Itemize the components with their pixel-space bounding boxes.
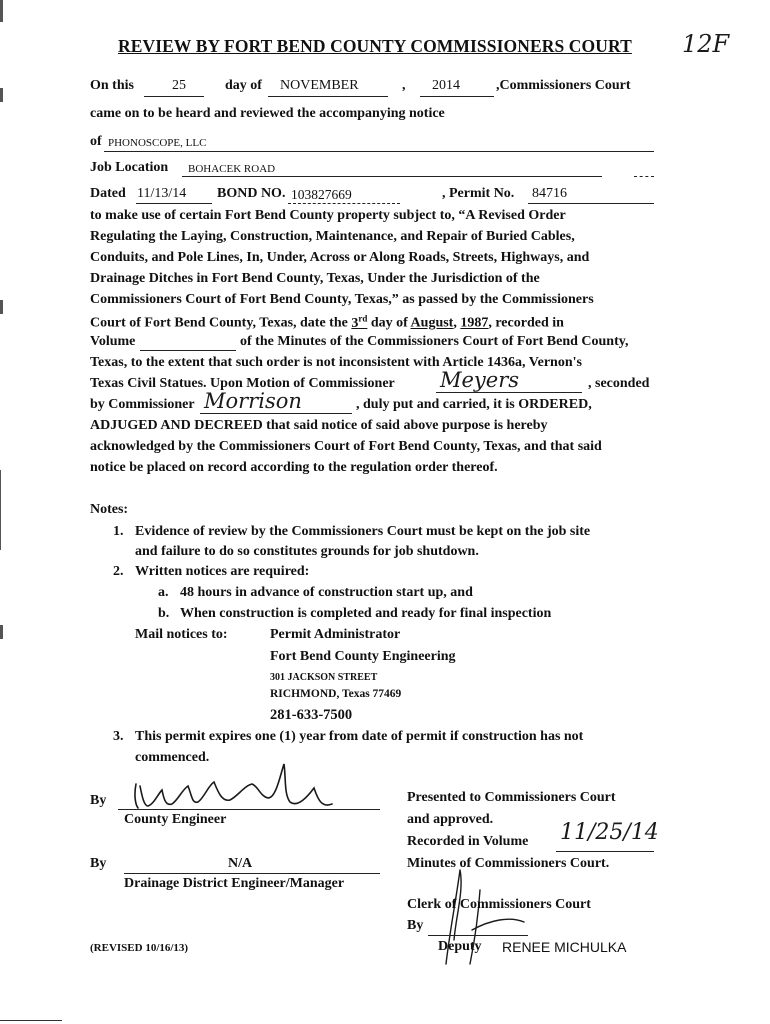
body-line: notice be placed on record according to the regulation order thereof. [90, 460, 498, 475]
mail-notices-label: Mail notices to: [135, 627, 228, 642]
body-line: Volume [90, 334, 136, 349]
intro-line-2: came on to be heard and reviewed the accompanying notice [90, 106, 445, 121]
presented-line: Presented to Commissioners Court [407, 790, 616, 805]
drainage-engineer-label: Drainage District Engineer/Manager [124, 876, 345, 891]
note-number: 1. [113, 524, 124, 539]
scan-margin-mark [0, 0, 3, 22]
body-line: of the Minutes of the Commissioners Court of Fort Bend County, [240, 334, 629, 349]
note-1-line: Evidence of review by the Commissioners Court must be kept on the job site [135, 524, 591, 539]
note-sub-letter: b. [158, 606, 170, 621]
body-line: Texas, to the extent that such order is not inconsistent with Article 1436a, Vernon's [90, 355, 582, 370]
address-line: 301 JACKSON STREET [270, 672, 378, 683]
county-engineer-signature [118, 756, 388, 816]
scan-margin-mark [0, 88, 3, 102]
commissioners-court-suffix: ,Commissioners Court [496, 78, 631, 93]
job-location-value: BOHACEK ROAD [188, 163, 276, 175]
note-2a: 48 hours in advance of construction start up, and [180, 585, 473, 600]
clerk-line: Clerk of Commissioners Court [407, 897, 591, 912]
dated-value: 11/13/14 [137, 186, 187, 201]
body-line: Conduits, and Pole Lines, In, Under, Across or Along Roads, Streets, Highways, and [90, 250, 590, 265]
note-3-line: This permit expires one (1) year from date of permit if construction has not [135, 729, 584, 744]
body-line: , duly put and carried, it is ORDERED, [356, 397, 592, 412]
notes-heading: Notes: [90, 502, 129, 517]
corner-page-mark: 12F [682, 30, 730, 58]
body-line: Regulating the Laying, Construction, Maintenance, and Repair of Buried Cables, [90, 229, 575, 244]
permit-no-value: 84716 [532, 186, 567, 201]
note-number: 2. [113, 564, 124, 579]
body-line: , seconded [588, 376, 650, 391]
seconding-commissioner-signature: Morrison [204, 389, 302, 413]
bond-no-value: 103827669 [291, 187, 352, 202]
note-2-line: Written notices are required: [135, 564, 310, 579]
dated-label: Dated [90, 186, 126, 201]
drainage-engineer-na: N/A [228, 856, 253, 871]
county-engineer-label: County Engineer [124, 812, 227, 827]
note-1-line: and failure to do so constitutes grounds for job shutdown. [135, 544, 479, 559]
note-3-line: commenced. [135, 750, 210, 765]
month-value: NOVEMBER [280, 78, 359, 93]
note-sub-letter: a. [158, 585, 169, 600]
body-line: to make use of certain Fort Bend County property subject to, “A Revised Order [90, 208, 566, 223]
by-label: By [90, 856, 107, 871]
of-label: of [90, 134, 102, 149]
year-value: 2014 [432, 78, 460, 93]
scan-margin-mark [0, 625, 3, 639]
company-name: PHONOSCOPE, LLC [108, 137, 207, 149]
motion-commissioner-signature: Meyers [440, 368, 520, 392]
body-line: Texas Civil Statues. Upon Motion of Commissioner [90, 376, 395, 391]
presented-line: and approved. [407, 812, 494, 827]
comma: , [402, 78, 406, 93]
by-label: By [407, 918, 424, 933]
phone-number: 281-633-7500 [270, 707, 353, 723]
recorded-date-handwritten: 11/25/14 [560, 820, 659, 845]
day-number: 25 [172, 78, 186, 93]
body-line: by Commissioner [90, 397, 195, 412]
document-title: REVIEW BY FORT BEND COUNTY COMMISSIONERS COURT [118, 36, 632, 56]
deputy-name: RENEE MICHULKA [502, 939, 627, 955]
day-of-label: day of [225, 78, 262, 93]
by-label: By [90, 793, 107, 808]
scan-bottom-mark [0, 1020, 62, 1021]
body-line: Court of Fort Bend County, Texas, date the 3rd day of August, 1987, recorded in [90, 313, 564, 331]
body-line: Commissioners Court of Fort Bend County, Texas,” as passed by the Commissioners [90, 292, 594, 307]
body-line: acknowledged by the Commissioners Court of Fort Bend County, Texas, and that said [90, 439, 602, 454]
address-line: Permit Administrator [270, 627, 401, 642]
scan-margin-mark [0, 300, 3, 314]
deputy-label: Deputy [438, 939, 482, 954]
revised-date: (REVISED 10/16/13) [90, 942, 189, 954]
recorded-in-volume-label: Recorded in Volume [407, 834, 529, 849]
bond-no-label: BOND NO. [217, 186, 286, 201]
address-line: Fort Bend County Engineering [270, 649, 456, 664]
body-line: Drainage Ditches in Fort Bend County, Texas, Under the Jurisdiction of the [90, 271, 540, 286]
address-line: RICHMOND, Texas 77469 [270, 688, 402, 700]
note-2b: When construction is completed and ready for final inspection [180, 606, 552, 621]
scan-margin-mark [0, 470, 1, 550]
on-this-label: On this [90, 78, 134, 93]
body-line: ADJUGED AND DECREED that said notice of said above purpose is hereby [90, 418, 548, 433]
minutes-line: Minutes of Commissioners Court. [407, 856, 610, 871]
note-number: 3. [113, 729, 124, 744]
permit-no-label: , Permit No. [442, 186, 515, 201]
job-location-label: Job Location [90, 160, 169, 175]
